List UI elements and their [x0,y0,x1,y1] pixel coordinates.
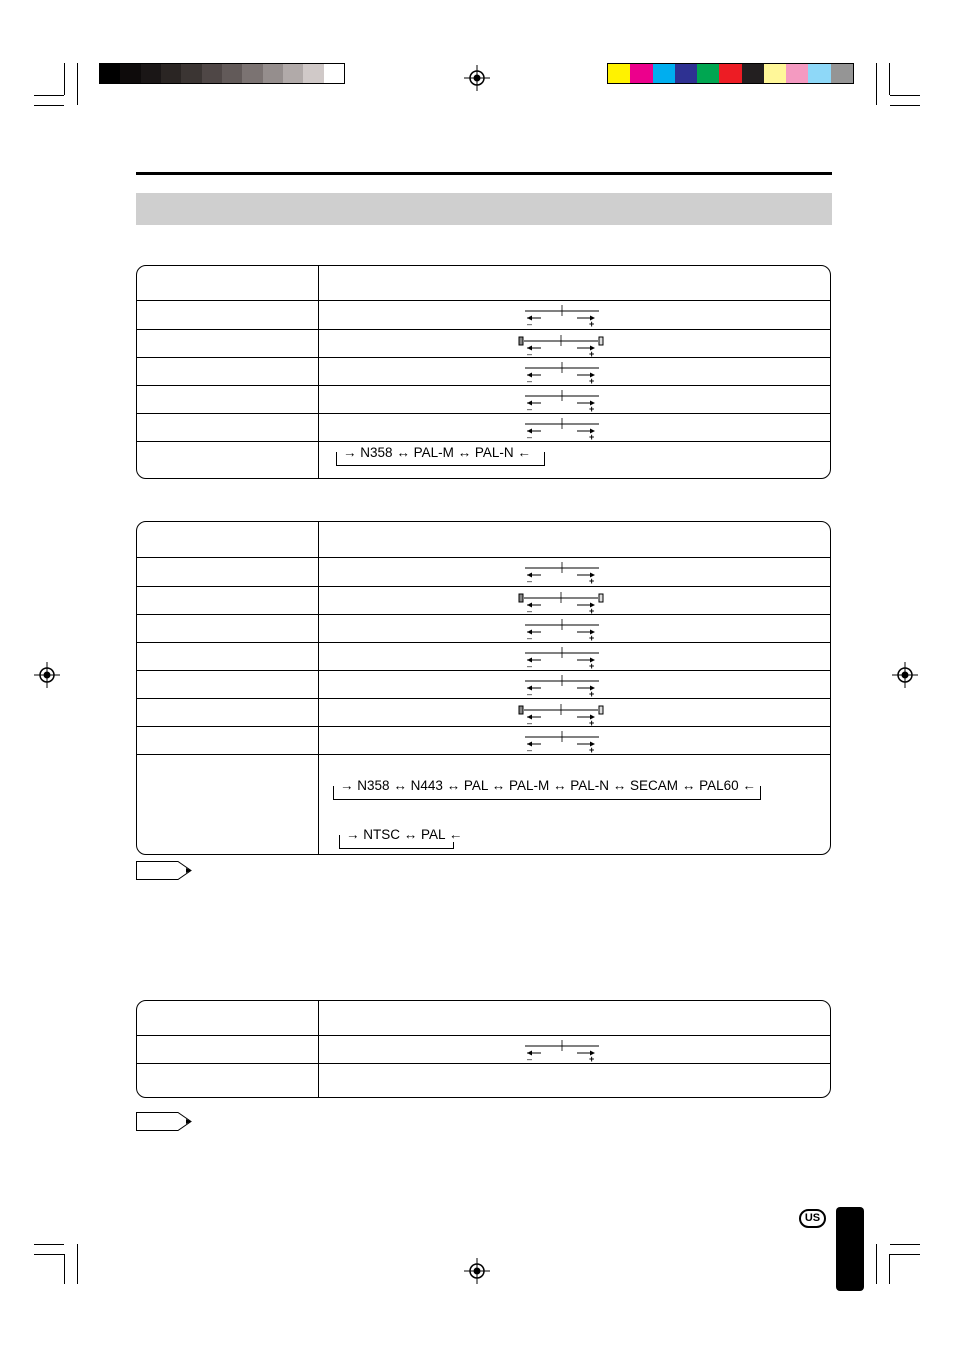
color-swatch [120,64,140,83]
svg-text:–: – [527,718,533,726]
both-arrow-icon: ↔ [457,445,472,460]
svg-text:–: – [527,689,533,698]
adjust-slider-icon [519,559,599,585]
section-heading-band [136,193,832,225]
both-arrow-icon: ↔ [612,778,627,793]
color-swatch [675,64,697,83]
registration-mark-icon [892,662,918,688]
table-row [137,614,830,642]
svg-text:+: + [589,404,595,413]
row-label [137,615,319,642]
seq-item: N358 [357,778,390,793]
crop-mark [64,63,65,95]
crop-mark [876,63,877,105]
row-setting [319,587,830,614]
table-row [137,413,830,441]
row-setting [319,301,830,329]
crop-mark [890,95,920,96]
adjust-slider-icon [519,644,599,670]
svg-text:–: – [527,376,533,385]
row-label [137,699,319,726]
seq-item: PAL-M [413,445,454,460]
svg-text:+: + [589,349,595,357]
table-row [137,385,830,413]
crop-mark [34,1254,64,1255]
table-header-row [137,522,830,557]
crop-mark [34,95,64,96]
svg-text:–: – [527,1054,533,1063]
svg-text:–: – [527,576,533,585]
svg-text:–: – [527,319,533,328]
color-swatch [608,64,630,83]
row-setting [319,414,830,441]
row-label [137,442,319,479]
svg-text:–: – [527,404,533,413]
row-label [137,755,319,855]
both-arrow-icon: ↔ [396,445,410,460]
seq-item: NTSC [363,827,401,842]
color-swatch [263,64,283,83]
svg-text:+: + [589,745,595,754]
adjust-slider-icon [519,302,599,328]
svg-text:+: + [589,432,595,441]
crop-mark [64,1254,65,1284]
svg-text:+: + [589,1054,595,1063]
svg-text:–: – [527,432,533,441]
cycle-arrow-icon: → [343,445,357,460]
color-bar [607,63,854,84]
registration-mark-icon [464,65,490,91]
seq-item: PAL [421,827,446,842]
cycle-arrow-icon: → [346,827,360,842]
table-header-right [319,266,830,300]
grayscale-bar [99,63,345,84]
crop-mark [77,63,78,105]
row-setting [319,1036,830,1063]
table-row [137,754,830,855]
both-arrow-icon: ↔ [403,827,418,842]
row-label [137,301,319,329]
table-header-row [137,1001,830,1035]
crop-mark [889,1254,890,1284]
svg-text:+: + [589,576,595,585]
crop-mark [890,105,920,106]
table-row [137,329,830,357]
adjust-slider-icon [519,415,599,441]
color-swatch [831,64,853,83]
row-label [137,558,319,586]
seq-item: PAL-N [474,445,514,460]
adjust-slider-icon [519,359,599,385]
table-header-right [319,522,830,557]
adjust-slider-icon [519,387,599,413]
adjust-slider-icon [519,728,599,754]
table-row [137,441,830,479]
cycle-arrow-icon: ← [448,827,463,842]
note-marker-icon [136,1112,192,1131]
svg-text:+: + [589,319,595,328]
row-setting [319,442,830,479]
color-swatch [786,64,808,83]
both-arrow-icon: ↔ [681,778,696,793]
header-rule [136,172,832,175]
row-label [137,386,319,413]
color-swatch [697,64,719,83]
row-setting [319,727,830,754]
color-swatch [202,64,222,83]
color-swatch [222,64,242,83]
seq-item: PAL60 [699,778,739,793]
table-row [137,586,830,614]
color-slider-icon [515,331,605,357]
both-arrow-icon: ↔ [491,778,506,793]
row-label [137,587,319,614]
both-arrow-icon: ↔ [552,778,567,793]
svg-text:+: + [589,718,595,726]
svg-text:+: + [589,689,595,698]
svg-text:–: – [527,606,533,614]
row-setting [319,699,830,726]
row-setting [319,558,830,586]
seq-item: N443 [410,778,443,793]
color-swatch [161,64,181,83]
cycle-arrow-icon: ← [742,778,756,793]
color-swatch [303,64,323,83]
seq-item: N358 [360,445,393,460]
row-setting [319,643,830,670]
color-swatch [324,64,344,83]
table-row [137,557,830,586]
table-row [137,357,830,385]
crop-mark [77,1244,78,1284]
signal-sequence [338,778,758,793]
region-badge: US [799,1209,826,1228]
crop-mark [34,1244,64,1245]
color-swatch [630,64,652,83]
row-setting [319,615,830,642]
seq-item: PAL [463,778,488,793]
adjust-slider-icon [519,1037,599,1063]
seq-item: PAL-M [508,778,550,793]
color-slider-icon [515,588,605,614]
settings-table-1 [136,265,831,479]
row-label [137,414,319,441]
row-setting [319,671,830,698]
color-swatch [742,64,764,83]
svg-text:+: + [589,606,595,614]
color-swatch [242,64,262,83]
table-header-left [137,1001,319,1035]
row-setting [319,1064,830,1097]
color-swatch [100,64,120,83]
crop-mark [34,105,64,106]
svg-text:–: – [527,349,533,357]
both-arrow-icon: ↔ [446,778,461,793]
row-label [137,1064,319,1097]
svg-text:–: – [527,745,533,754]
registration-mark-icon [34,662,60,688]
signal-sequence [341,445,533,460]
adjust-slider-icon [519,616,599,642]
both-arrow-icon: ↔ [393,778,407,793]
row-label [137,643,319,670]
registration-mark-icon [464,1258,490,1284]
row-label [137,358,319,385]
table-row [137,300,830,329]
table-row [137,698,830,726]
crop-mark [889,63,890,95]
table-row [137,1035,830,1063]
table-header-left [137,522,319,557]
table-row [137,670,830,698]
color-swatch [181,64,201,83]
signal-sequence [344,827,464,842]
crop-mark [876,1244,877,1284]
color-swatch [808,64,830,83]
section-tab [836,1207,864,1291]
color-swatch [283,64,303,83]
svg-text:+: + [589,376,595,385]
settings-table-2 [136,521,831,855]
color-swatch [764,64,786,83]
svg-text:+: + [589,633,595,642]
row-label [137,330,319,357]
table-row [137,1063,830,1097]
adjust-slider-icon [519,672,599,698]
table-row [137,726,830,754]
table-header-left [137,266,319,300]
svg-text:–: – [527,633,533,642]
seq-item: SECAM [630,778,679,793]
row-label [137,671,319,698]
note-marker-icon [136,861,192,880]
svg-text:+: + [589,661,595,670]
svg-text:–: – [527,661,533,670]
crop-mark [890,1244,920,1245]
row-setting [319,755,830,855]
table-row [137,642,830,670]
crop-mark [890,1254,920,1255]
color-swatch [141,64,161,83]
table-header-row [137,266,830,300]
cycle-arrow-icon: ← [517,445,531,460]
color-swatch [719,64,741,83]
row-setting [319,358,830,385]
color-swatch [653,64,675,83]
row-label [137,727,319,754]
row-setting [319,386,830,413]
table-header-right [319,1001,830,1035]
cycle-arrow-icon: → [340,778,354,793]
row-setting [319,330,830,357]
seq-item: PAL-N [570,778,609,793]
row-label [137,1036,319,1063]
color-slider-icon [515,700,605,726]
settings-table-3 [136,1000,831,1098]
